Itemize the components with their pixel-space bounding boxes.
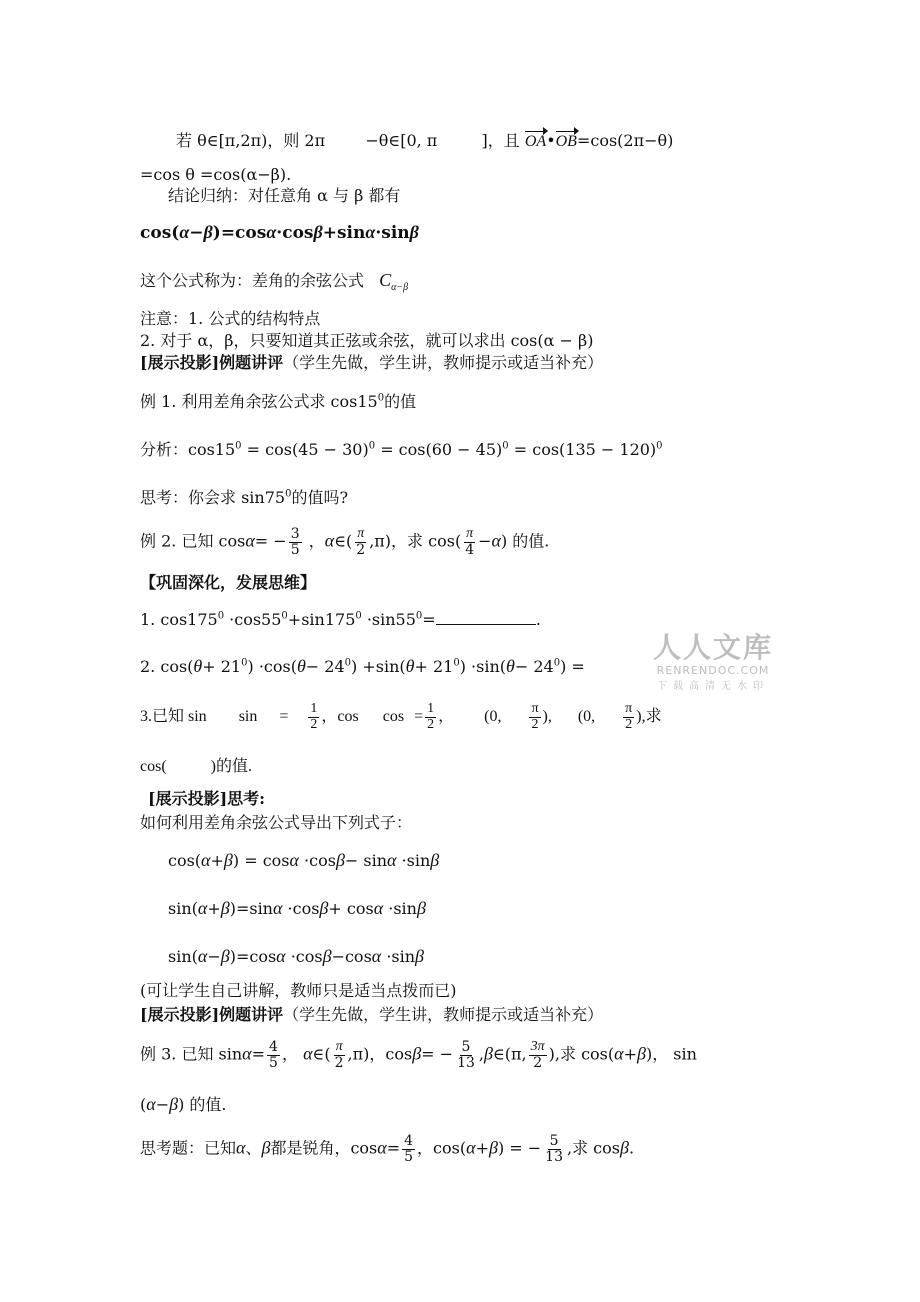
beta: β — [220, 898, 230, 918]
think-question-2 — [140, 1134, 634, 1164]
t: ·cos — [298, 851, 336, 870]
alpha: α — [242, 1043, 252, 1064]
t: ),求 cos( — [548, 1044, 615, 1064]
alpha: α — [276, 946, 286, 966]
analysis-line — [140, 441, 663, 459]
t: = — [422, 610, 436, 629]
beta: β — [322, 946, 332, 966]
f-r: ) — [212, 223, 221, 243]
watermark-title: 人人文库 — [652, 631, 773, 664]
beta: β — [430, 850, 440, 870]
alpha: α — [146, 1094, 156, 1114]
t: cos — [382, 707, 405, 725]
fraction-1-2 — [308, 702, 319, 732]
f-x: ·cos — [276, 223, 314, 243]
ana-d: = cos(135 − 120) — [513, 440, 657, 459]
beta: β — [415, 946, 425, 966]
formula-sin-sum — [168, 898, 426, 919]
ana-a: 分析：cos15 — [140, 440, 236, 459]
think1-a: 思考：你会求 sin75 — [140, 488, 286, 507]
text-c: ]，且 — [481, 131, 520, 150]
den: 5 — [269, 1054, 278, 1071]
section-title: [展示投影]例题讲评 — [140, 353, 284, 372]
text-b: −θ∈[0, π — [365, 131, 438, 150]
t: . — [535, 610, 541, 629]
t: ,π)，cos — [347, 1044, 413, 1064]
t: +sin175 — [287, 610, 356, 629]
t: ) = − — [497, 1138, 542, 1158]
watermark-url: RENRENDOC.COM — [656, 664, 770, 677]
t: ) = cos — [232, 851, 290, 870]
think-1 — [140, 489, 348, 507]
t: + — [207, 899, 221, 918]
t: = — [414, 707, 424, 725]
section-projection-2 — [140, 1006, 603, 1024]
beta: β — [619, 1137, 629, 1158]
num: π — [531, 701, 539, 716]
question-3-tail: cos( )的值. — [140, 758, 252, 775]
num: π — [335, 1039, 343, 1054]
alpha: α — [466, 1137, 476, 1158]
beta: β — [416, 898, 426, 918]
t: ) ·cos( — [247, 657, 297, 676]
text-a: 若 θ∈[π,2π)，则 2π — [176, 131, 326, 150]
t: )=cos — [229, 947, 277, 966]
deg2: 0 — [368, 440, 376, 452]
f-minus: − — [189, 223, 204, 243]
num: 3π — [530, 1039, 545, 1054]
alpha: α — [614, 1043, 624, 1064]
beta: β — [220, 946, 230, 966]
num: 5 — [549, 1133, 559, 1149]
deg: 0 — [281, 610, 288, 622]
fraction-4-5 — [402, 1134, 415, 1164]
deg4: 0 — [656, 440, 663, 452]
t: 1. cos175 — [140, 610, 218, 629]
t: − — [478, 531, 492, 551]
alpha: α — [236, 1137, 246, 1158]
den: 2 — [334, 1054, 344, 1071]
num: π — [625, 701, 633, 716]
f-alpha: α — [179, 222, 190, 242]
derive-question: 如何利用差角余弦公式导出下列式子： — [140, 813, 413, 832]
fraction-pi-2 — [333, 1040, 346, 1070]
beta: β — [261, 1137, 271, 1158]
t: ∈(π, — [492, 1044, 527, 1064]
beta: β — [483, 1043, 493, 1064]
t: cos( — [168, 851, 202, 870]
f-beta2: β — [313, 222, 323, 242]
den: 5 — [290, 541, 300, 558]
note-1: 注意：1. 公式的结构特点 — [140, 309, 321, 328]
num: 4 — [269, 1039, 278, 1055]
example-2 — [140, 527, 549, 557]
t: + — [210, 851, 224, 870]
deg: 0 — [285, 488, 292, 500]
beta: β — [319, 898, 329, 918]
t: ·sin55 — [361, 610, 416, 629]
num: 4 — [404, 1133, 414, 1149]
t: 、 — [245, 1138, 262, 1158]
den: 2 — [427, 716, 435, 732]
watermark-slogan: 下载高清无水印 — [657, 681, 769, 692]
text-d: =cos(2π−θ) — [576, 131, 674, 150]
num: 1 — [427, 701, 435, 716]
alpha: α — [245, 530, 255, 551]
t: 都是锐角，cos — [270, 1138, 378, 1158]
alpha: α — [377, 1137, 387, 1158]
num: π — [357, 526, 365, 541]
alpha: α — [491, 530, 501, 551]
num: π — [466, 526, 474, 541]
deg1: 0 — [235, 440, 242, 452]
t: 例 3. 已知 sin — [140, 1044, 243, 1064]
theta: θ — [296, 656, 306, 676]
section-projection-1 — [140, 354, 603, 372]
deg: 0 — [415, 610, 423, 622]
question-1 — [140, 610, 541, 629]
section-title: [展示投影]例题讲评 — [140, 1005, 284, 1024]
fraction-4-5 — [267, 1040, 280, 1070]
den: 2 — [356, 541, 366, 558]
remark: (可让学生自己讲解，教师只是适当点拨而已) — [140, 981, 457, 1000]
beta: β — [335, 850, 345, 870]
t: + — [623, 1044, 637, 1064]
t: − sin — [344, 851, 388, 870]
answer-blank[interactable] — [436, 610, 536, 625]
name-text: 这个公式称为：差角的余弦公式 — [140, 271, 365, 290]
beta: β — [636, 1043, 646, 1064]
deg: 0 — [241, 657, 248, 669]
t: ) = — [560, 657, 585, 676]
alpha: α — [324, 530, 335, 551]
t: − — [155, 1095, 170, 1114]
alpha: α — [272, 898, 283, 918]
fraction-5-13 — [455, 1040, 477, 1070]
f-alpha3: α — [365, 222, 376, 242]
den: 13 — [457, 1054, 475, 1071]
alpha: α — [289, 850, 299, 870]
fraction-pi-2 — [529, 702, 540, 732]
t: − — [207, 947, 221, 966]
beta: β — [169, 1094, 179, 1114]
t: sin( — [168, 947, 198, 966]
t: ·cos — [285, 947, 323, 966]
fraction-1-2 — [425, 702, 436, 732]
t: (0, — [484, 707, 502, 725]
watermark — [648, 626, 778, 692]
fraction-3-5 — [289, 527, 302, 557]
section-projection-think: [展示投影]思考: — [148, 789, 266, 808]
think1-b: 的值吗? — [291, 488, 349, 507]
conclusion-line: 结论归纳：对任意角 α 与 β 都有 — [168, 186, 401, 205]
example-1 — [140, 393, 416, 411]
t: ,求 cos — [567, 1138, 620, 1158]
t: ， — [438, 707, 455, 725]
den: 2 — [310, 716, 318, 732]
deg: 0 — [355, 610, 362, 622]
example-3-tail — [140, 1094, 227, 1115]
t: ) 的值. — [178, 1095, 227, 1114]
degree: 0 — [377, 392, 385, 404]
alpha: α — [197, 946, 208, 966]
f-p: +sin — [322, 223, 366, 243]
alpha: α — [303, 1043, 313, 1064]
t: − 24 — [514, 657, 554, 676]
note-2: 2. 对于 α，β，只要知道其正弦或余弦，就可以求出 cos(α − β) — [140, 331, 594, 350]
deg: 0 — [553, 657, 561, 669]
t: ·sin — [381, 947, 416, 966]
den: 2 — [531, 716, 539, 732]
t: ·cos55 — [224, 610, 282, 629]
line-cos-theta: =cos θ =cos(α−β). — [140, 165, 292, 184]
t: + — [475, 1138, 489, 1158]
deg: 0 — [344, 657, 352, 669]
fraction-5-13 — [543, 1134, 565, 1164]
theta: θ — [405, 656, 415, 676]
f-beta: β — [203, 222, 213, 242]
alpha: α — [387, 850, 397, 870]
t: ， — [281, 1044, 298, 1064]
f-alpha2: α — [266, 222, 277, 242]
t: + cos — [328, 899, 374, 918]
fraction-pi-2 — [354, 527, 367, 557]
t: + 21 — [414, 657, 454, 676]
alpha: α — [197, 898, 208, 918]
dot-op: • — [546, 131, 556, 150]
t: = — [279, 707, 289, 725]
deg: 0 — [217, 610, 225, 622]
ex1-text: 例 1. 利用差角余弦公式求 cos15 — [140, 392, 378, 411]
t: (0, — [577, 707, 596, 725]
fraction-pi-4 — [463, 527, 476, 557]
t: 思考题：已知 — [140, 1138, 237, 1158]
t: − 24 — [305, 657, 345, 676]
t: sin( — [168, 899, 198, 918]
theta: θ — [506, 656, 515, 676]
f-eq: =cos — [220, 223, 267, 243]
num: 1 — [310, 701, 318, 716]
t: ·cos — [282, 899, 320, 918]
t: ∈( — [334, 531, 353, 551]
t: ，cos — [321, 707, 359, 725]
section-note: （学生先做，学生讲，教师提示或适当补充） — [283, 1005, 604, 1024]
t: −cos — [331, 947, 372, 966]
t: )=sin — [229, 899, 273, 918]
t: + 21 — [202, 657, 242, 676]
t: = — [251, 1044, 266, 1064]
f-l: cos( — [140, 223, 180, 243]
t: ， — [308, 531, 325, 551]
vector-oa: OA — [524, 133, 547, 150]
t: . — [628, 1138, 635, 1158]
den: 4 — [465, 541, 475, 558]
section-note: （学生先做，学生讲，教师提示或适当补充） — [283, 353, 604, 372]
t: ) +sin( — [351, 657, 406, 676]
f-y: ·sin — [375, 223, 410, 243]
ana-b: = cos(45 − 30) — [246, 440, 369, 459]
den: 2 — [625, 716, 633, 732]
question-2 — [140, 656, 585, 677]
t: ),求 — [636, 707, 662, 725]
t: sin — [238, 707, 258, 725]
ex1-tail: 的值 — [384, 392, 417, 411]
t: , — [478, 1044, 484, 1064]
num: 5 — [461, 1039, 471, 1055]
example-3 — [140, 1040, 697, 1070]
alpha: α — [201, 850, 211, 870]
f-beta3: β — [409, 222, 419, 242]
t: ) 的值. — [500, 531, 550, 551]
theta: θ — [193, 656, 203, 676]
t: ∈( — [312, 1044, 331, 1064]
formula-name-line — [140, 270, 408, 294]
alpha: α — [371, 946, 382, 966]
t: = − — [254, 531, 287, 551]
t: ), — [542, 707, 552, 725]
deg: 0 — [453, 657, 460, 669]
t: )， sin — [645, 1044, 697, 1064]
t: ·sin — [396, 851, 431, 870]
den: 13 — [545, 1148, 563, 1165]
main-formula — [140, 222, 419, 244]
beta: β — [223, 850, 233, 870]
den: 2 — [533, 1054, 543, 1071]
question-3 — [140, 702, 662, 732]
c-symbol: C — [379, 270, 392, 290]
t: ·sin — [383, 899, 417, 918]
line-theta-range — [176, 132, 673, 151]
t: = — [386, 1138, 401, 1158]
beta: β — [488, 1137, 498, 1158]
t: ) ·sin( — [459, 657, 507, 676]
fraction-pi-2 — [623, 702, 634, 732]
fraction-3pi-2 — [529, 1040, 547, 1070]
t: = − — [421, 1044, 454, 1064]
t: 2. cos( — [140, 657, 194, 676]
beta: β — [412, 1043, 422, 1064]
formula-cos-sum — [168, 850, 439, 871]
section-consolidate: 【巩固深化，发展思维】 — [140, 573, 317, 592]
deg3: 0 — [502, 440, 509, 452]
t: 例 2. 已知 cos — [140, 531, 246, 551]
t: ( — [140, 1095, 147, 1114]
formula-sin-diff — [168, 946, 424, 967]
num: 3 — [290, 526, 300, 542]
t: 3.已知 sin — [140, 707, 207, 725]
t: ，cos( — [417, 1138, 467, 1158]
alpha: α — [373, 898, 384, 918]
den: 5 — [404, 1148, 414, 1165]
c-subscript: α−β — [391, 282, 409, 294]
vector-ob: OB — [555, 133, 577, 150]
ana-c: = cos(60 − 45) — [380, 440, 503, 459]
t: ,π)，求 cos( — [369, 531, 462, 551]
